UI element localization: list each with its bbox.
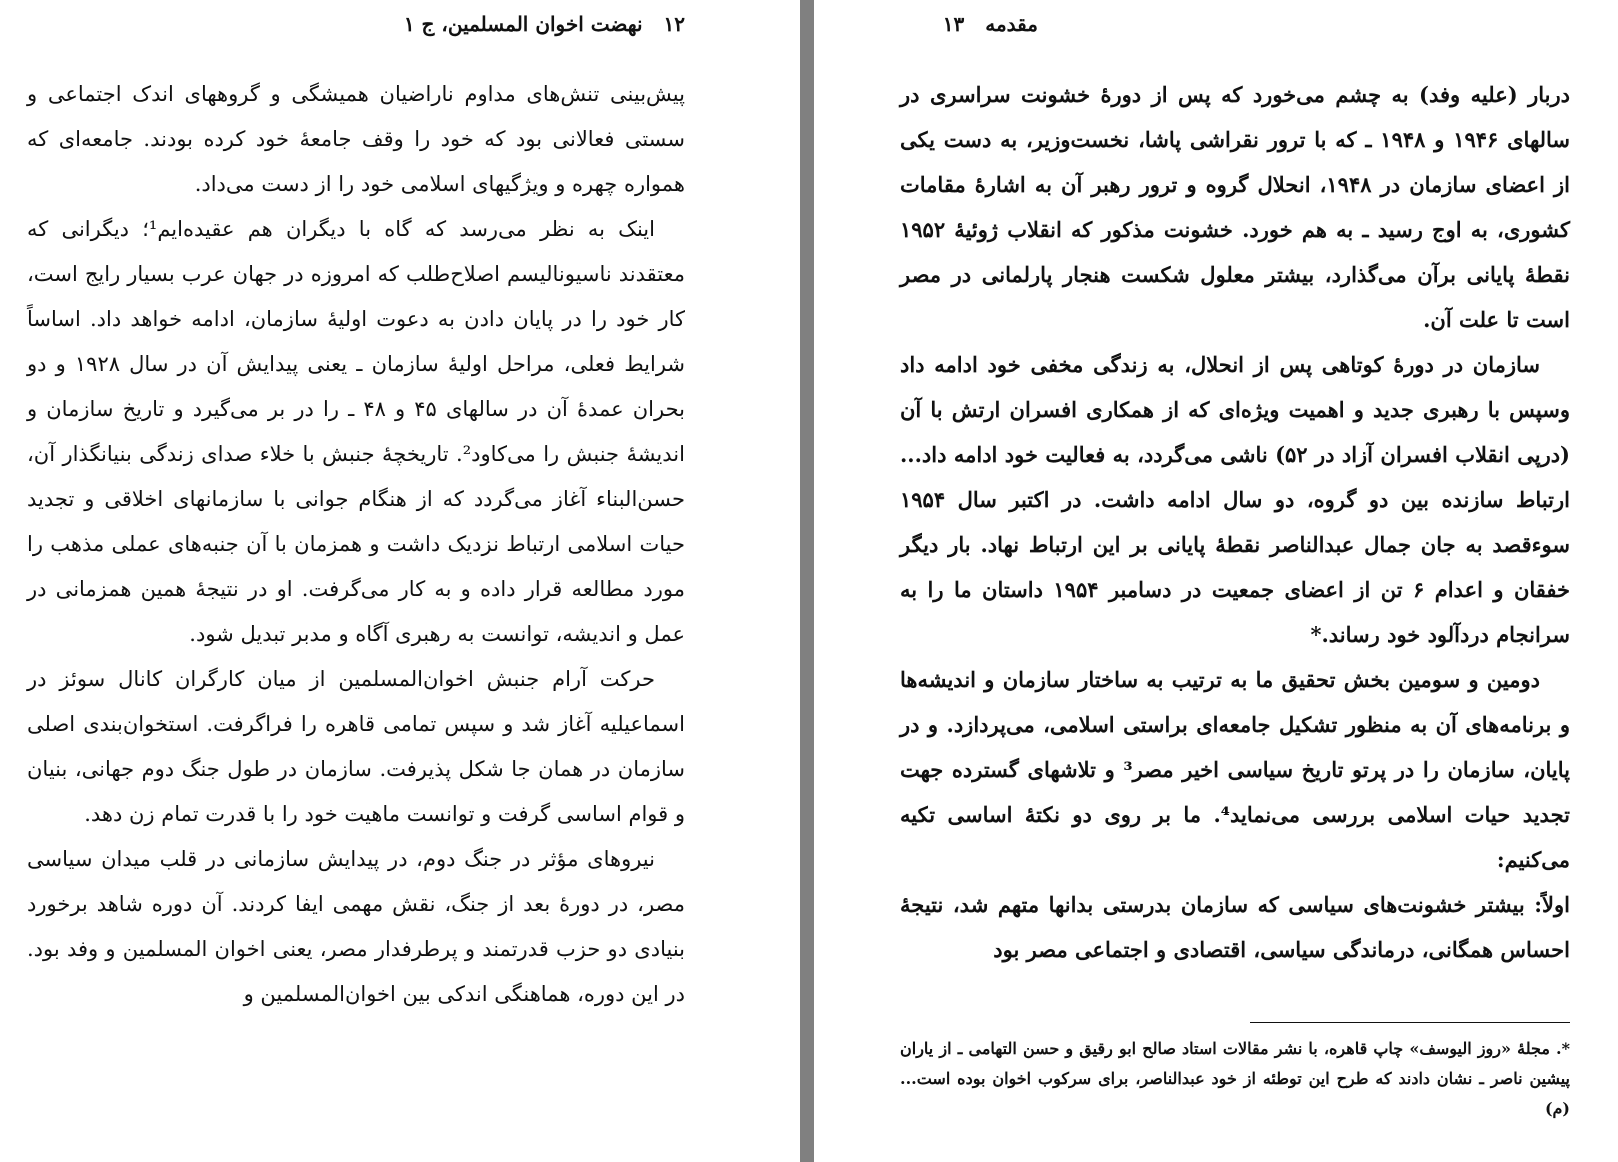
- right-running-title: مقدمه: [985, 12, 1038, 36]
- right-footnote: *. مجلهٔ «روز الیوسف» چاپ قاهره، با نشر مقالات استاد صالح ابو رقیق و حسن التهامی ـ از یاران پیشین ناصر ـ نشان دادند که طرح این توطئه از خود عبدالناصر، برای سرکوب اخوان بوده است...(م): [900, 1039, 1570, 1118]
- book-gutter: [800, 0, 814, 1162]
- right-page: [814, 0, 1618, 1162]
- left-body-text: [27, 72, 685, 1017]
- left-running-title: نهضت اخوان المسلمین، ج ۱: [403, 12, 643, 36]
- right-paragraph-3: دومین و سومین بخش تحقیق ما به ترتیب به ساختار سازمان و اندیشه‌ها و برنامه‌های آن به منظور تشکیل جامعه‌ای براستی اسلامی، می‌پردازد. و در پایان، سازمان را در پرتو تاریخ سیاسی اخیر مصر³ و تلاشهای گسترده جهت تجدید حیات اسلامی بررسی می‌نماید⁴. ما بر روی دو نکتهٔ اساسی تکیه می‌کنیم:: [900, 667, 1570, 872]
- left-paragraph-3: حرکت آرام جنبش اخوان‌المسلمین از میان کارگران کانال سوئز در اسماعیلیه آغاز شد و سپس تمامی قاهره را فراگرفت. استخوان‌بندی اصلی سازمان در همان جا شکل پذیرفت. سازمان در طول جنگ دوم جهانی، بنیان و قوام اساسی گرفت و توانست ماهیت خود را با قدرت تمام زن دهد.: [27, 667, 685, 826]
- left-page-number: ۱۲: [663, 12, 685, 36]
- left-paragraph-1: پیش‌بینی تنش‌های مداوم ناراضیان همیشگی و گروههای اندک اجتماعی و سستی فعالانی بود که خود را وقف جامعهٔ خود کرده بودند. جامعه‌ای که همواره چهره و ویژگیهای اسلامی خود را از دست می‌داد.: [27, 82, 685, 196]
- left-page: [0, 0, 800, 1162]
- left-paragraph-4: نیروهای مؤثر در جنگ دوم، در پیدایش سازمانی در قلب میدان سیاسی مصر، در دورهٔ بعد از جنگ، نقش مهمی ایفا کردند. آن دوره شاهد برخورد بنیادی دو حزب قدرتمند و پرطرفدار مصر، یعنی اخوان المسلمین و وفد بود. در این دوره، هماهنگی اندکی بین اخوان‌المسلمین و: [27, 847, 685, 1006]
- right-running-head: [943, 12, 1038, 36]
- left-running-head: [404, 12, 685, 36]
- right-body-text: [900, 72, 1570, 972]
- right-paragraph-1: دربار (علیه وفد) به چشم می‌خورد که پس از دورهٔ خشونت سراسری در سالهای ۱۹۴۶ و ۱۹۴۸ ـ که با ترور نقراشی پاشا، نخست‌وزیر، به دست یکی از اعضای سازمان در ۱۹۴۸، انحلال گروه و ترور رهبر آن به اشارهٔ مقامات کشوری، به اوج رسید ـ به هم خورد. خشونت مذکور که انقلاب ژوئیهٔ ۱۹۵۲ نقطهٔ پایانی برآن می‌گذارد، بیشتر معلول شکست هنجار پارلمانی در مصر است تا علت آن.: [900, 82, 1571, 332]
- footnote-divider: [1250, 1022, 1570, 1023]
- right-page-number: ۱۳: [942, 12, 965, 36]
- right-paragraph-4: اولاً: بیشتر خشونت‌های سیاسی که سازمان بدرستی بدانها متهم شد، نتیجهٔ احساس همگانی، درماندگی سیاسی، اقتصادی و اجتماعی مصر بود: [900, 892, 1570, 962]
- right-paragraph-2: سازمان در دورهٔ کوتاهی پس از انحلال، به زندگی مخفی خود ادامه داد وسپس با رهبری جدید و اهمیت ویژه‌ای که از همکاری افسران ارتش با آن (درپی انقلاب افسران آزاد در ۵۲) ناشی می‌گردد، به فعالیت خود ادامه داد... ارتباط سازنده بین دو گروه، دو سال ادامه داشت. در اکتبر سال ۱۹۵۴ سوءقصد به جان جمال عبدالناصر نقطهٔ پایانی بر این ارتباط نهاد. بار دیگر خفقان و اعدام ۶ تن از اعضای جمعیت در دسامبر ۱۹۵۴ داستان ما را به سرانجام دردآلود خود رساند.*: [900, 352, 1570, 647]
- left-paragraph-2: اینک به نظر می‌رسد که گاه با دیگران هم عقیده‌ایم¹؛ دیگرانی که معتقدند ناسیونالیسم اصلاح‌طلب که امروزه در جهان عرب بسیار رایج است، کار خود را در پایان دادن به دعوت اولیهٔ سازمان، ادامه خواهد داد. اساساً شرایط فعلی، مراحل اولیهٔ سازمان ـ یعنی پیدایش آن در سال ۱۹۲۸ و دو بحران عمدهٔ آن در سالهای ۴۵ و ۴۸ ـ را در بر می‌گیرد و تاریخ سازمان و اندیشهٔ جنبش را می‌کاود². تاریخچهٔ جنبش با خلاء صدای زندگی بنیانگذار آن، حسن‌البناء آغاز می‌گردد که از هنگام جوانی با سازمانهای اخلاقی و تجدید حیات اسلامی ارتباط نزدیک داشت و همزمان با آن جنبه‌های عملی مذهب را مورد مطالعه قرار داده و به کار می‌گرفت. او در نتیجهٔ همین همزمانی در عمل و اندیشه، توانست به رهبری آگاه و مدبر تبدیل شود.: [27, 217, 686, 646]
